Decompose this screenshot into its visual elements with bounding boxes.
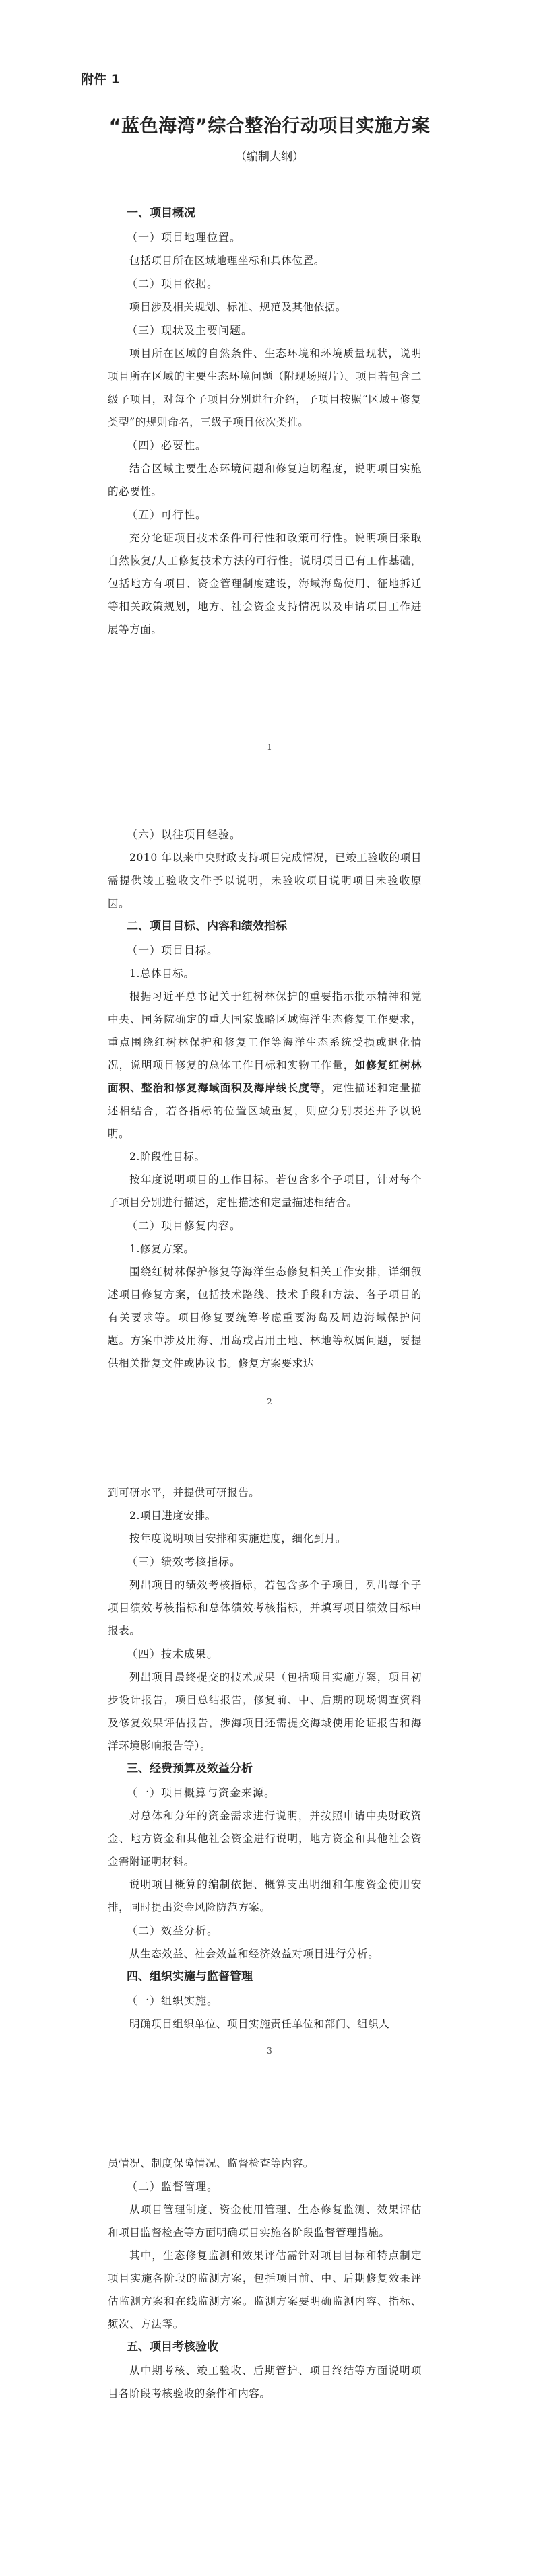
paragraph: 从生态效益、社会效益和经济效益对项目进行分析。 [129,1948,379,1960]
document-subtitle: （编制大纲） [235,150,304,164]
paragraph: 2010 年以来中央财政支持项目完成情况，已竣工验收的项目需提供竣工验收文件予以说明，未验收项目说明项目未验收原因。 [108,852,422,910]
subsection-benefit: （二）效益分析。 [127,1924,219,1937]
numbered-item: 2.项目进度安排。 [129,1510,216,1522]
paragraph: 充分论证项目技术条件可行性和政策可行性。说明项目采取自然恢复/人工修复技术方法的可行性。说明项目已有工作基础，包括地方有项目、资金管理制度建设，海域海岛使用、征地拆迁等相关政策规划，地方、社会资金支持情况以及申请项目工作进展等方面。 [108,532,422,636]
section-heading-1: 一、项目概况 [127,207,195,220]
section-heading-3: 三、经费预算及效益分析 [127,1762,253,1775]
annex-label: 附件 1 [81,72,120,87]
section-heading-5: 五、项目考核验收 [127,2340,218,2354]
subsection-goals: （一）项目目标。 [127,944,219,957]
subsection-budget: （一）项目概算与资金来源。 [127,1786,276,1799]
paragraph: 从项目管理制度、资金使用管理、生态修复监测、效果评估和项目监督检查等方面明确项目实施各阶段监督管理措施。 [108,2204,422,2239]
paragraph-continued: 员情况、制度保障情况、监督检查等内容。 [108,2157,314,2169]
paragraph: 包括项目所在区域地理坐标和具体位置。 [129,255,325,267]
subsection-organization: （一）组织实施。 [127,1994,219,2007]
paragraph: 项目涉及相关规划、标准、规范及其他依据。 [129,301,347,313]
paragraph: 从中期考核、竣工验收、后期管护、项目终结等方面说明项目各阶段考核验收的条件和内容。 [108,2365,422,2400]
subsection-feasibility: （五）可行性。 [127,508,208,521]
subsection-supervision: （二）监督管理。 [127,2180,219,2193]
paragraph: 列出项目最终提交的技术成果（包括项目实施方案，项目初步设计报告，项目总结报告，修复前、中、后期的现场调查资料及修复效果评估报告，涉海项目还需提交海域使用论证报告和海洋环境影响报告等）。 [108,1671,422,1752]
subsection-experience: （六）以往项目经验。 [127,828,242,841]
page-4-body [108,2152,422,2405]
document-page-4 [0,2128,539,2576]
document-page-2 [0,794,539,1454]
paragraph: 按年度说明项目安排和实施进度，细化到月。 [129,1532,347,1545]
page-number: 1 [267,743,272,752]
subsection-performance: （三）绩效考核指标。 [127,1555,242,1568]
page-2-body [108,823,422,1375]
paragraph: 对总体和分年的资金需求进行说明，并按照申请中央财政资金、地方资金和其他社会资金进行说明，地方资金和其他社会资金需附证明材料。 [108,1810,422,1868]
numbered-item: 1.修复方案。 [129,1243,195,1255]
numbered-item: 2.阶段性目标。 [129,1151,205,1163]
paragraph: 项目所在区域的自然条件、生态环境和环境质量现状，说明项目所在区域的主要生态环境问题（附现场照片）。项目若包含二级子项目，对每个子项目分别进行介绍，子项目按照“区域+修复类型”的规则命名，三级子项目依次类推。 [108,347,422,428]
subsection-results: （四）技术成果。 [127,1648,219,1660]
paragraph: 结合区域主要生态环境问题和修复迫切程度，说明项目实施的必要性。 [108,463,422,498]
paragraph: 明确项目组织单位、项目实施责任单位和部门、组织人 [129,2018,390,2030]
text-span: 根据习近平总书记关于红树林保护的重要指示批示精神和党中央、国务院确定的重大国家战略区域海洋生态修复工作要求，重点围绕红树林保护和修复工作等海洋生态系统受损或退化情况，说明项目修复的总体工作目标和实物工作量， [108,990,422,1071]
subsection-status: （三）现状及主要问题。 [127,324,253,337]
numbered-item: 1.总体目标。 [129,968,195,980]
section-heading-2: 二、项目目标、内容和绩效指标 [127,920,287,933]
paragraph: 说明项目概算的编制依据、概算支出明细和年度资金使用安排，同时提出资金风险防范方案。 [108,1878,422,1913]
document-title: “蓝色海湾”综合整治行动项目实施方案 [108,116,431,137]
bold-text: 如修复红树林面积、整治和修复海域面积及海岸线长度等， [108,1058,422,1094]
paragraph: 其中，生态修复监测和效果评估需针对项目目标和特点制定项目实施各阶段的监测方案，包括项目前、中、后期修复效果评估监测方案和在线监测方案。监测方案要明确监测内容、指标、频次、方法等。 [108,2249,422,2330]
document-page-1 [0,0,539,794]
subsection-necessity: （四）必要性。 [127,439,208,452]
subsection-location: （一）项目地理位置。 [127,231,242,244]
page-3-body [108,1481,422,2035]
paragraph: 列出项目的绩效考核指标，若包含多个子项目，列出每个子项目绩效考核指标和总体绩效考核指标，并填写项目绩效目标申报表。 [108,1579,422,1637]
page-number: 2 [267,1397,272,1406]
subsection-basis: （二）项目依据。 [127,277,219,290]
subsection-content: （二）项目修复内容。 [127,1219,242,1232]
paragraph: 围绕红树林保护修复等海洋生态修复相关工作安排，详细叙述项目修复方案，包括技术路线、技术手段和方法、各子项目的有关要求等。项目修复要统筹考虑重要海岛及周边海域保护问题。方案中涉及用海、用岛或占用土地、林地等权属问题，要提供相关批复文件或协议书。修复方案要求达 [108,1266,422,1369]
section-heading-4: 四、组织实施与监督管理 [127,1970,253,1984]
paragraph-continued: 到可研水平，并提供可研报告。 [108,1487,260,1499]
page-1-body [108,202,422,641]
paragraph: 按年度说明项目的工作目标。若包含多个子项目，针对每个子项目分别进行描述，定性描述和定量描述相结合。 [108,1174,422,1209]
page-number: 3 [267,2046,272,2056]
text-span: 定性描述和定量描述相结合，若各指标的位置区域重复，则应分别表述并予以说明。 [108,1082,422,1140]
paragraph [108,985,422,1145]
document-page-3 [0,1454,539,2128]
